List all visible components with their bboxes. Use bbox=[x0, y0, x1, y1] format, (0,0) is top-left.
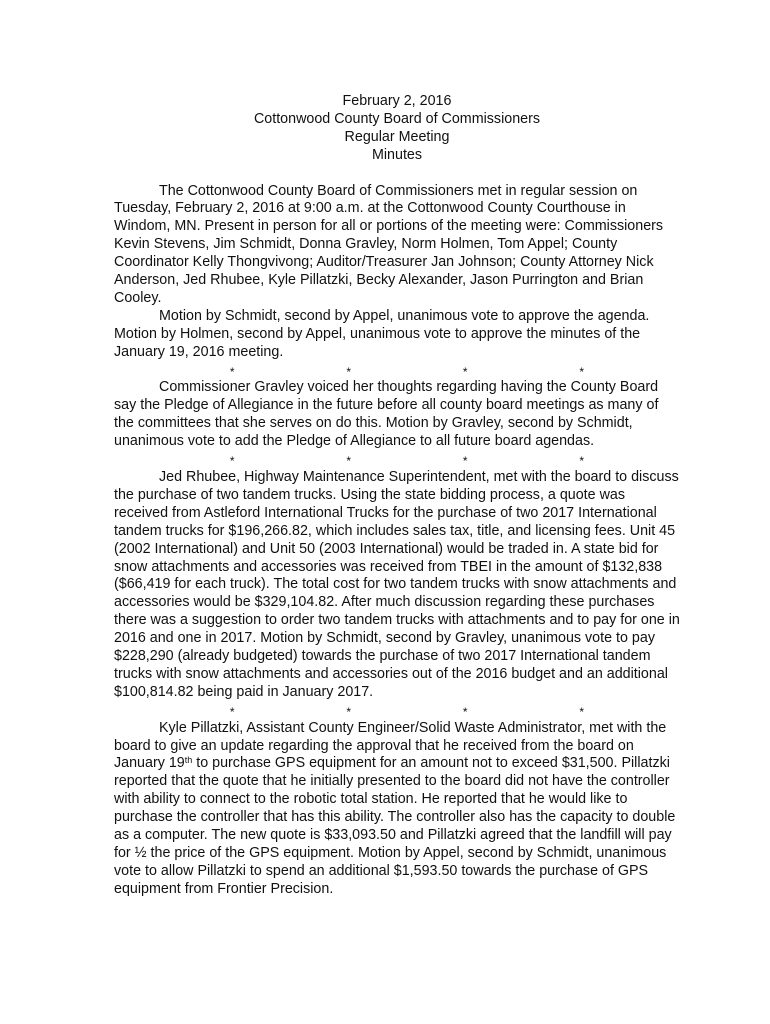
meeting-date: February 2, 2016 bbox=[342, 93, 452, 109]
section-separator bbox=[114, 362, 680, 380]
document-type: Minutes bbox=[371, 146, 423, 163]
minutes-document bbox=[114, 93, 680, 899]
separator-star: * bbox=[579, 364, 585, 379]
gps-text-before: Kyle Pillatzki, Assistant County Engineer/Solid Waste Administrator, met with the board to give an update regarding the approval that he received from the board on January 19 bbox=[114, 719, 667, 772]
document-header bbox=[114, 93, 680, 165]
tandem-trucks-paragraph: Jed Rhubee, Highway Maintenance Superintendent, met with the board to discuss the purchase of two tandem trucks. Using the state bidding process, a quote was received from Astleford International Trucks for the purchase of two 2017 International tandem trucks for $196,266.82, which includes sales tax, title, and licensing fees. Unit 45 (2002 International) and Unit 50 (2003 International) would be traded in. A state bid for snow attachments and accessories was received from TBEI in the amount of $132,838 ($66,419 for each truck). The total cost for two tandem trucks with snow attachments and accessories would be $329,104.82. After much discussion regarding these purchases there was a suggestion to order two tandem trucks with attachments and to pay for one in 2016 and one in 2017. Motion by Schmidt, second by Gravley, unanimous vote to pay $228,290 (already budgeted) towards the purchase of two 2017 International tandem trucks with snow attachments and accessories out of the 2016 budget and an additional $100,814.82 being paid in January 2017. bbox=[114, 468, 680, 700]
separator-star: * bbox=[462, 704, 468, 719]
separator-star: * bbox=[579, 704, 585, 719]
separator-star: * bbox=[579, 454, 585, 469]
separator-star: * bbox=[229, 364, 235, 379]
separator-star: * bbox=[229, 704, 235, 719]
separator-star: * bbox=[346, 364, 352, 379]
separator-star: * bbox=[346, 454, 352, 469]
gps-text-after: to purchase GPS equipment for an amount not to exceed $31,500. Pillatzki reported that the quote that he initially presented to the board did not have the controller with ability to connect to the robotic total station. He reported that he would like to purchase the controller that has this ability. The controller also has the capacity to double as a computer. The new quote is $33,093.50 and Pillatzki agreed that the landfill will pay for ½ the price of the GPS equipment. Motion by Appel, second by Schmidt, unanimous vote to allow Pillatzki to spend an additional $1,593.50 towards the purchase of GPS equipment from Frontier Precision. bbox=[114, 755, 676, 897]
section-separator bbox=[114, 702, 680, 720]
separator-star: * bbox=[462, 364, 468, 379]
board-name: Cottonwood County Board of Commissioners bbox=[253, 110, 541, 127]
gps-equipment-paragraph bbox=[114, 720, 680, 899]
pledge-paragraph: Commissioner Gravley voiced her thoughts regarding having the County Board say the Pledge of Allegiance in the future before all county board meetings as many of the committees that she serves on do this. Motion by Gravley, second by Schmidt, unanimous vote to add the Pledge of Allegiance to all future board agendas. bbox=[114, 379, 659, 450]
section-separator bbox=[114, 451, 680, 469]
minutes-motion-paragraph: Motion by Holmen, second by Appel, unanimous vote to approve the minutes of the January 19, 2016 meeting. bbox=[114, 325, 641, 360]
separator-star: * bbox=[229, 454, 235, 469]
separator-star: * bbox=[346, 704, 352, 719]
ordinal-suffix: th bbox=[184, 755, 193, 766]
attendance-paragraph: The Cottonwood County Board of Commissioners met in regular session on Tuesday, February 2, 2016 at 9:00 a.m. at the Cottonwood County Courthouse in Windom, MN. Present in person for all or portions of the meeting were: Commissioners Kevin Stevens, Jim Schmidt, Donna Gravley, Norm Holmen, Tom Appel; County Coordinator Kelly Thongvivong; Auditor/Treasurer Jan Johnson; County Attorney Nick Anderson, Jed Rhubee, Kyle Pillatzki, Becky Alexander, Jason Purrington and Brian Cooley. bbox=[114, 182, 664, 306]
separator-star: * bbox=[462, 454, 468, 469]
meeting-type: Regular Meeting bbox=[344, 128, 450, 145]
agenda-motion-paragraph: Motion by Schmidt, second by Appel, unanimous vote to approve the agenda. bbox=[159, 307, 650, 324]
